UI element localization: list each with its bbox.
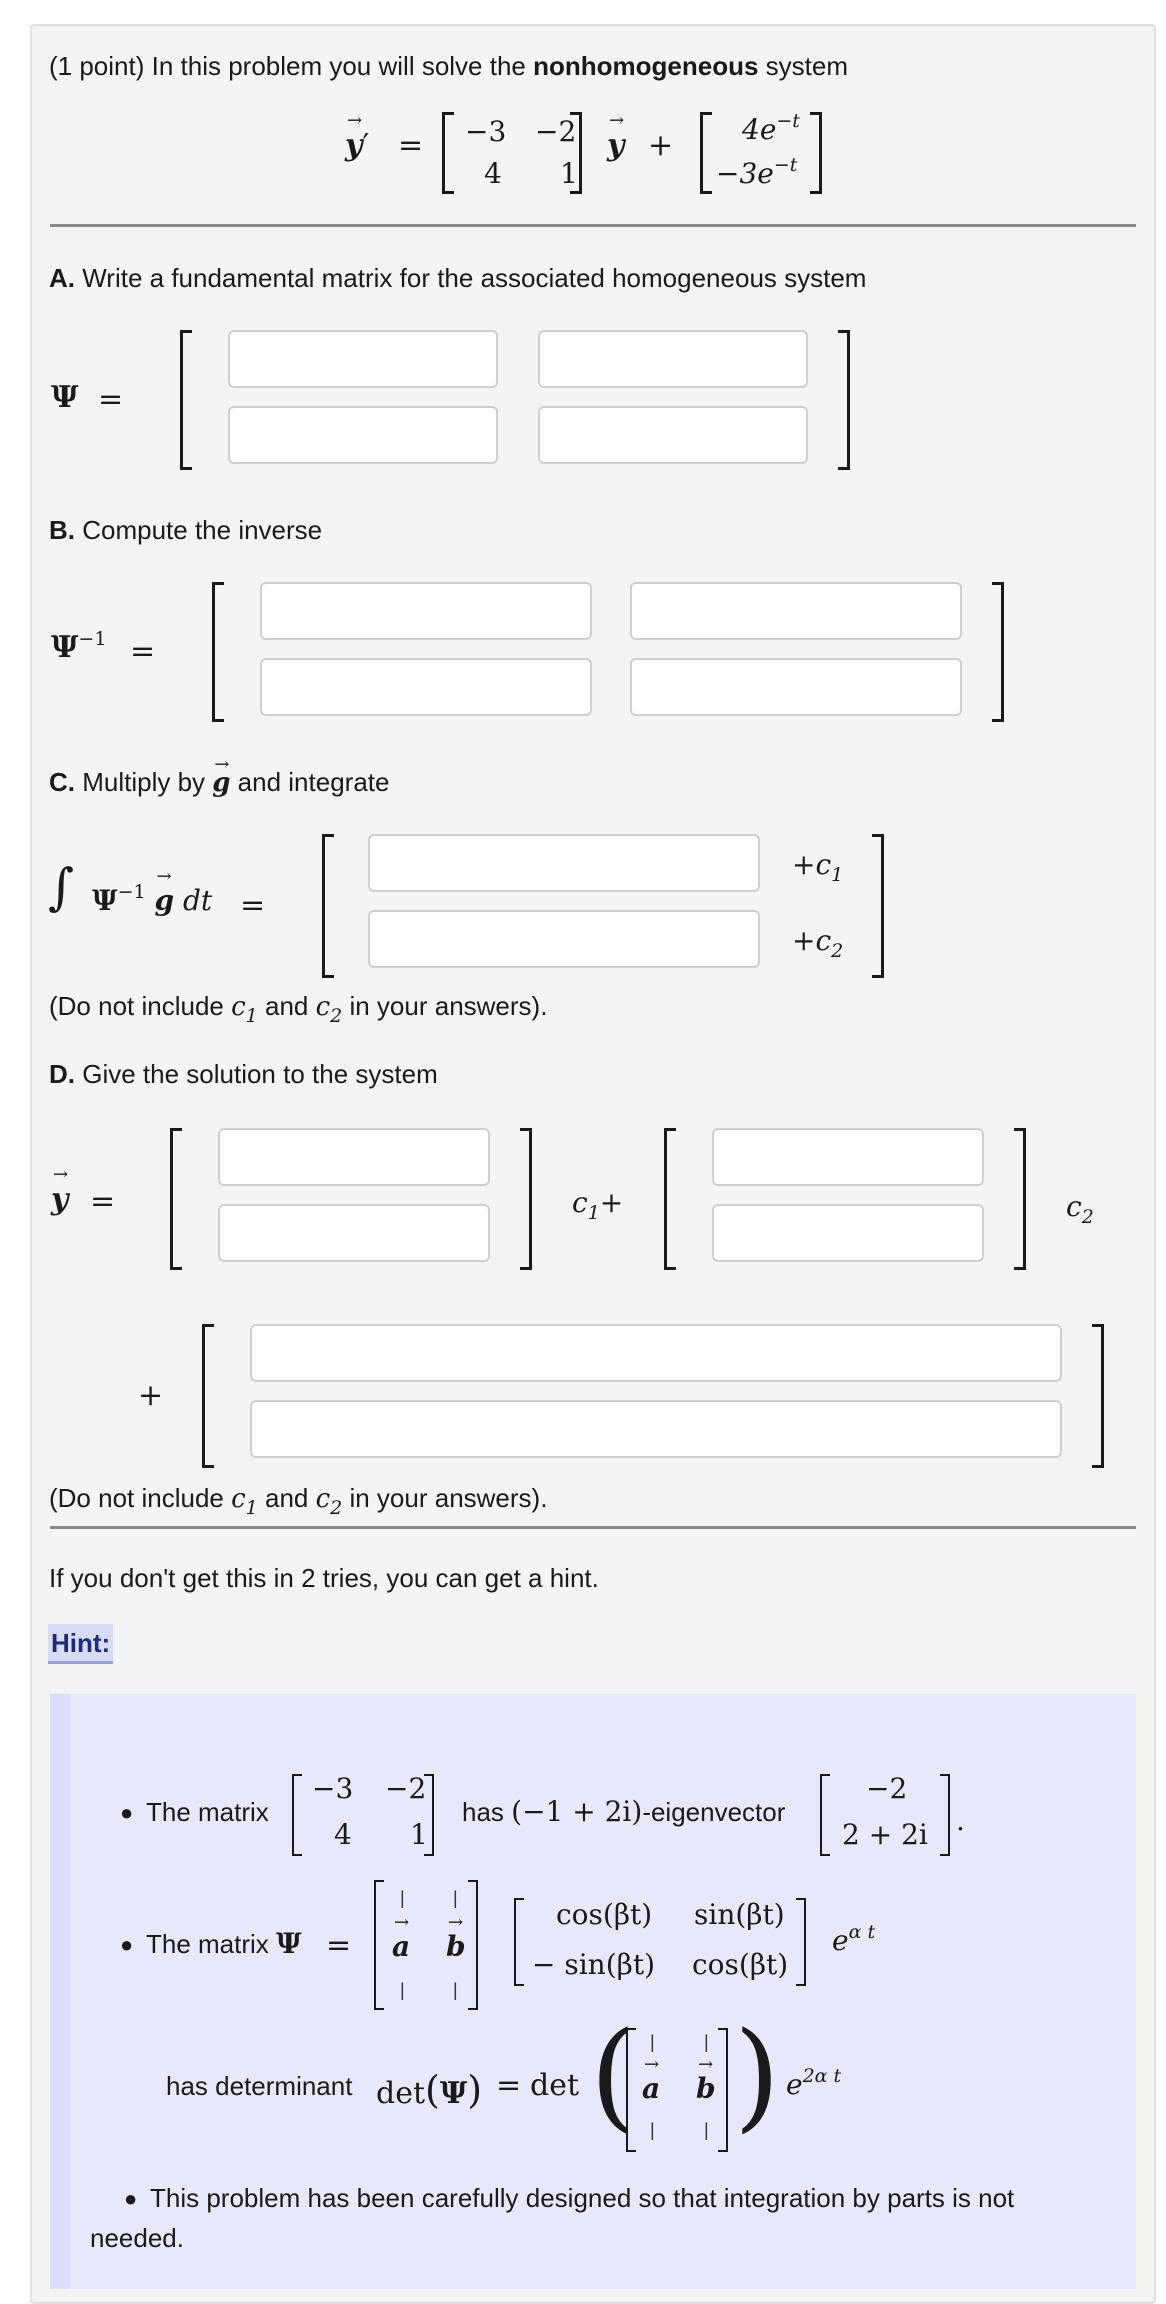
part-d-plus: + (138, 1378, 164, 1413)
hint-b2-a-bar-top: | (400, 1888, 405, 1908)
system-matrix-a12: −2 (535, 115, 577, 148)
part-a-left-bracket (180, 330, 192, 470)
hint-b1-prefix: The matrix (146, 1797, 269, 1827)
answer-c-1[interactable] (368, 834, 760, 892)
hint-b3-det2: det (530, 2068, 580, 2103)
hint-b3-det: det(Ψ) (376, 2068, 483, 2112)
hint-b2-rot-left-bracket (514, 1898, 524, 1986)
part-d-y: y → (51, 1182, 68, 1217)
hint-b2-prefix: The matrix Ψ (146, 1927, 302, 1960)
system-plus: + (648, 128, 674, 163)
hint-b4-text: This problem has been carefully designed so that integration by parts is not (150, 2183, 1015, 2213)
system-g-top: $4e^{-t}$ (742, 110, 800, 146)
hint-b1-vector-right-bracket (940, 1774, 950, 1856)
part-d-vec3-left-bracket (202, 1324, 214, 1468)
system-equals: = (398, 128, 424, 163)
hint-b3-exp: $e^{2\alpha t}$ (786, 2065, 842, 2101)
part-c-left-bracket (322, 834, 334, 978)
hint-b3-b: b → (696, 2072, 716, 2105)
hint-b3-left-paren: ( (590, 2006, 637, 2144)
part-b-left-bracket (212, 582, 224, 722)
hint-bullet-2: ● (120, 1932, 134, 1957)
answer-b-11[interactable] (260, 582, 592, 640)
part-c-right-bracket (872, 834, 884, 978)
part-d-c2: $c_2$ (1066, 1190, 1094, 1228)
hint-b4-text-2: needed. (90, 2223, 184, 2253)
hint-b3-prefix: has determinant (166, 2071, 353, 2101)
hint-b2-r12: sin(βt) (694, 1898, 785, 1931)
answer-a-21[interactable] (228, 406, 498, 464)
hint-b2-ab-right-bracket (468, 1880, 478, 2010)
answer-d-vec2-bottom[interactable] (712, 1204, 984, 1262)
part-d-vec2-left-bracket (664, 1128, 676, 1270)
hint-b1-a11: −3 (312, 1772, 354, 1805)
hint-b2-rot-right-bracket (796, 1898, 806, 1986)
answer-b-22[interactable] (630, 658, 962, 716)
answer-a-11[interactable] (228, 330, 498, 388)
part-d-vec3-right-bracket (1092, 1324, 1104, 1468)
hint-b1-matrix-right-bracket (424, 1774, 434, 1856)
part-a-equals: = (98, 382, 124, 417)
hint-b2-a-bar-bottom: | (400, 1980, 405, 2000)
hint-b2-a: a → (392, 1930, 410, 1963)
answer-d-vec1-top[interactable] (218, 1128, 490, 1186)
part-d-heading: D. Give the solution to the system (49, 1059, 438, 1089)
hint-b3-a: a → (642, 2072, 660, 2105)
part-c-equals: = (240, 888, 266, 923)
hint-b1-a22: 1 (410, 1818, 428, 1851)
problem-intro: (1 point) In this problem you will solve the nonhomogeneous system (49, 51, 849, 81)
part-c-note: (Do not include $c_1$ and $c_2$ in your answers). (49, 991, 548, 1027)
answer-a-22[interactable] (538, 406, 808, 464)
system-g-right-bracket (810, 112, 822, 194)
part-d-vec1-right-bracket (520, 1128, 532, 1270)
hint-bullet-4: ● (124, 2186, 138, 2211)
hint-b1-v2: 2 + 2i (842, 1818, 928, 1851)
hint-b1-v1: −2 (866, 1772, 908, 1805)
tries-text: If you don't get this in 2 tries, you can get a hint. (49, 1563, 599, 1593)
hint-b3-a-bar-top: | (650, 2032, 655, 2052)
system-matrix-left-bracket (442, 112, 454, 194)
hint-b2-exp: $e^{\alpha t}$ (832, 1921, 876, 1957)
answer-b-21[interactable] (260, 658, 592, 716)
hint-b1-matrix-left-bracket (292, 1774, 302, 1856)
answer-d-vec1-bottom[interactable] (218, 1204, 490, 1262)
divider-2 (50, 1526, 1136, 1529)
hint-b1-a12: −2 (385, 1772, 427, 1805)
answer-a-12[interactable] (538, 330, 808, 388)
part-d-c1: $c_1+$ (572, 1186, 624, 1224)
divider (50, 224, 1136, 227)
hint-b3-equals: = (496, 2068, 522, 2103)
part-c-plus-c1: $+c_1$ (792, 848, 844, 886)
part-d-note: (Do not include $c_1$ and $c_2$ in your answers). (49, 1483, 548, 1519)
hint-b3-ab-left-bracket (626, 2028, 636, 2152)
answer-d-particular-bottom[interactable] (250, 1400, 1062, 1458)
hint-b1-has: has (−1 + 2i)-eigenvector (462, 1795, 786, 1828)
system-y: y → (607, 128, 624, 163)
answer-d-particular-top[interactable] (250, 1324, 1062, 1382)
part-b-equals: = (130, 634, 156, 669)
hint-link[interactable]: Hint: (48, 1624, 113, 1664)
system-matrix-a21: 4 (484, 157, 502, 190)
part-a-psi: Ψ (51, 380, 79, 415)
hint-b3-a-bar-bottom: | (650, 2120, 655, 2140)
hint-b3-b-bar-top: | (704, 2032, 709, 2052)
part-d-vec2-right-bracket (1014, 1128, 1026, 1270)
hint-b2-r21: − sin(βt) (532, 1948, 656, 1981)
answer-c-2[interactable] (368, 910, 760, 968)
hint-b2-ab-left-bracket (374, 1880, 384, 2010)
hint-b1-period: . (956, 1804, 965, 1837)
hint-bullet-1: ● (120, 1800, 134, 1825)
part-d-vec1-left-bracket (170, 1128, 182, 1270)
hint-b1-vector-left-bracket (820, 1774, 830, 1856)
hint-b2-r22: cos(βt) (692, 1948, 789, 1981)
part-c-heading: C. Multiply by g → and integrate (49, 766, 389, 799)
part-c-plus-c2: $+c_2$ (792, 924, 844, 962)
hint-b2-b: b → (446, 1930, 466, 1963)
system-matrix-a22: 1 (560, 157, 578, 190)
part-b-psi-inverse: $\Psi^{-1}$ (51, 628, 107, 665)
hint-b2-equals: = (326, 1928, 352, 1963)
part-b-right-bracket (992, 582, 1004, 722)
system-matrix-a11: −3 (465, 115, 507, 148)
hint-b3-b-bar-bottom: | (704, 2120, 709, 2140)
system-matrix-right-bracket (570, 112, 582, 194)
hint-b3-right-paren: ) (734, 2006, 781, 2144)
answer-d-vec2-top[interactable] (712, 1128, 984, 1186)
hint-b1-a21: 4 (334, 1818, 352, 1851)
answer-b-12[interactable] (630, 582, 962, 640)
system-g-left-bracket (700, 112, 712, 194)
hint-b3-ab-right-bracket (718, 2028, 728, 2152)
hint-b2-b-bar-bottom: | (453, 1980, 458, 2000)
part-a-heading: A. Write a fundamental matrix for the associated homogeneous system (49, 263, 867, 293)
part-a-right-bracket (838, 330, 850, 470)
hint-b2-r11: cos(βt) (556, 1898, 653, 1931)
system-lhs: y →′ (345, 128, 369, 163)
part-c-integral: ∫ (48, 858, 75, 916)
part-c-integrand: $\Psi^{-1}$ g → dt (92, 884, 212, 917)
system-g-bottom: $-3e^{-t}$ (716, 154, 798, 190)
part-b-heading: B. Compute the inverse (49, 515, 323, 545)
part-d-equals: = (90, 1184, 116, 1219)
hint-b2-b-bar-top: | (453, 1888, 458, 1908)
